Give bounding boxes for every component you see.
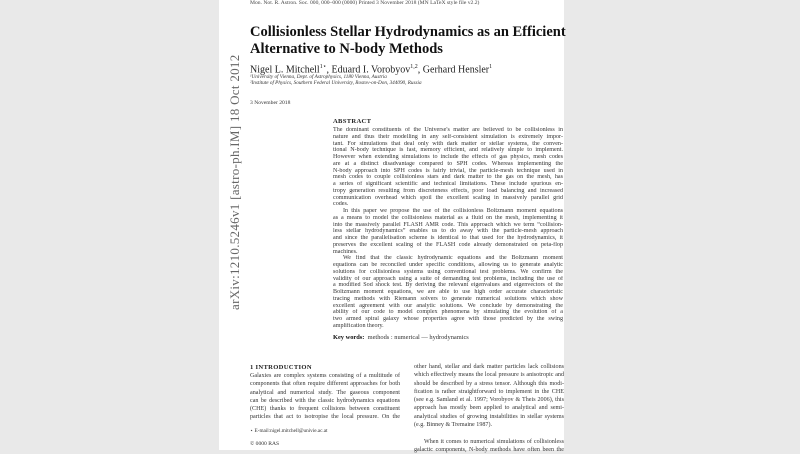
text-line: solutions for collisionless systems using conventional test problems. We confirm the — [333, 268, 563, 275]
text-line: and since the parallelisation scheme is identical to that used for the hydrodynamics, it — [333, 235, 563, 241]
text-line: amplification theory. — [333, 322, 384, 329]
intro-right-column — [414, 363, 564, 454]
affiliation: ²Institute of Physics, Southern Federal University, Rostov-on-Don, 344090, Russia — [250, 80, 422, 86]
author: Nigel L. Mitchell — [250, 64, 320, 76]
date: 3 November 2018 — [250, 100, 291, 106]
text-line: excellent agreement with our analytic solutions. We conclude by demonstrating the — [333, 302, 563, 309]
text-line: machines. — [333, 248, 358, 255]
title-line: Alternative to N-body Methods — [250, 41, 443, 57]
author-sup: 1 — [489, 64, 493, 70]
text-line: Galaxies are complex systems consisting of a multitude of — [250, 373, 400, 379]
text-line: analytical and numerical study. The gaseous component — [250, 389, 400, 396]
text-line: analytical studies of growing instabilities in stellar systems — [414, 413, 564, 420]
text-line: (CHE) thanks to frequent collisions between constituent — [250, 406, 400, 413]
text-line: The dominant constituents of the Universe's matter are believed to be collisionless in — [333, 127, 563, 133]
copyright: © 0000 RAS — [250, 441, 280, 447]
keywords-label: Key words: — [333, 334, 365, 341]
section-heading: 1 INTRODUCTION — [250, 364, 312, 371]
text-line: codes. — [333, 201, 349, 208]
affiliation: ¹University of Vienna, Dept. of Astrophysics, 1180 Vienna, Austria — [250, 74, 387, 80]
running-header: Mon. Not. R. Astron. Soc. 000, 000–000 (0000) Printed 3 November 2018 (MN LaTeX style file v2.2) — [250, 0, 480, 6]
title-line: Collisionless Stellar Hydrodynamics as an Efficient — [250, 24, 566, 40]
author-sup: 1⋆ — [319, 64, 327, 70]
keywords-text: methods : numerical — hydrodynamics — [367, 334, 469, 341]
abstract — [333, 118, 563, 330]
keywords — [333, 334, 469, 341]
text-line: validity of our approach using a suite of demanding test problems, including the use of — [333, 275, 563, 282]
text-line: We find that the classic hydrodynamic equations and the Boltzmann moment — [343, 255, 563, 262]
text-line: two armed spiral galaxy whose properties agree with those predicted by the swing — [333, 316, 563, 322]
text-line: nature and thus their modelling in any self-consistent simulation is extremely impor- — [333, 133, 563, 140]
footnote: ⋆ E-mail:nigel.mitchell@univie.ac.at — [250, 428, 328, 434]
text-line: communication overhead which spoil the excellent scaling in massively parallel grid — [333, 194, 563, 201]
text-line: should be described by a stress tensor. Although this modi- — [414, 380, 564, 387]
text-line: less stellar hydrodynamics” enables us to do away with the particle-mesh approach — [333, 228, 563, 235]
text-line: Boltzmann moment equations, we are able to use high order accurate characteristic — [333, 289, 563, 295]
text-line: mesh codes to couple collisionless stars and dark matter to the gas on the mesh, has — [333, 174, 563, 181]
text-line: tional N-body technique is fast, memory efficient, and relatively simple to implement. — [333, 147, 563, 154]
text-line: preserves the excellent scaling of the FLASH code already demonstrated on peta-flop — [333, 241, 563, 248]
text-line: When it comes to numerical simulations of collisionless — [424, 438, 564, 445]
text-line: are at a distinct disadvantage compared to SPH codes. Whereas implementing the — [333, 160, 563, 167]
text-line: However when extending simulations to include the effects of gas physics, mesh codes — [333, 154, 563, 160]
text-line: other hand, stellar and dark matter particles lack collisions — [414, 364, 564, 370]
text-line: into the massively parallel FLASH AMR code. This approach which we term “collision- — [333, 221, 563, 228]
text-line: tropy generation resulting from discreteness effects, poor load balancing and increased — [333, 187, 563, 194]
paper-title — [250, 24, 566, 58]
paper-page — [219, 0, 566, 453]
intro-left-column — [250, 372, 400, 422]
text-line: N-body approach into SPH codes is fairly trivial, the particle-mesh technique used in — [333, 167, 563, 174]
text-line: approach has mostly been applied to analytical and semi- — [414, 405, 564, 412]
text-line: can be described with the classic hydrodynamics equations — [250, 397, 400, 404]
abstract-heading: ABSTRACT — [333, 118, 372, 125]
paragraph-gap — [414, 429, 564, 437]
text-line: tant. For simulations that deal only with dark matter or stellar systems, the conven- — [333, 140, 563, 147]
author-sup: 1,2 — [410, 64, 418, 70]
author: , Eduard I. Vorobyov — [326, 64, 411, 76]
text-line: equations can be reconciled under specific conditions, allowing us to generate analytic — [333, 262, 563, 268]
text-line: a series of significant scientific and technical limitations. These include spurious en- — [333, 181, 563, 187]
text-line: In this paper we propose the use of the collisionless Boltzmann moment equations — [343, 208, 563, 214]
text-line: a modified Sod shock test. By deriving the relevant eigenvalues and eigenvectors of the — [333, 282, 563, 289]
text-line: tracing methods with Riemann solvers to generate numerical solutions which show — [333, 295, 563, 302]
text-line: particles that act to isotropise the local pressure. On the — [250, 414, 400, 421]
text-line: components that often require different approaches for both — [250, 381, 400, 388]
text-line: fication is rather straightforward to implement in the CHE — [414, 388, 564, 395]
text-line: (e.g. Binney & Tremaine 1987). — [414, 422, 493, 429]
text-line: as a means to model the collisionless material as a fluid on the mesh, implementing it — [333, 214, 563, 221]
text-line: ability of our code to model complex phenomena by simulating the evolution of a — [333, 309, 563, 316]
text-line: which effectively means the local pressure is anisotropic and — [414, 372, 564, 379]
text-line: (see e.g. Samland et al. 1997; Vorobyov & Theis 2006), this — [414, 397, 564, 404]
text-line: galactic components, N-body methods have often been the — [414, 446, 564, 453]
author: , Gerhard Hensler — [417, 64, 490, 76]
arxiv-stamp: arXiv:1210.5246v1 [astro-ph.IM] 18 Oct 2012 — [227, 54, 242, 310]
